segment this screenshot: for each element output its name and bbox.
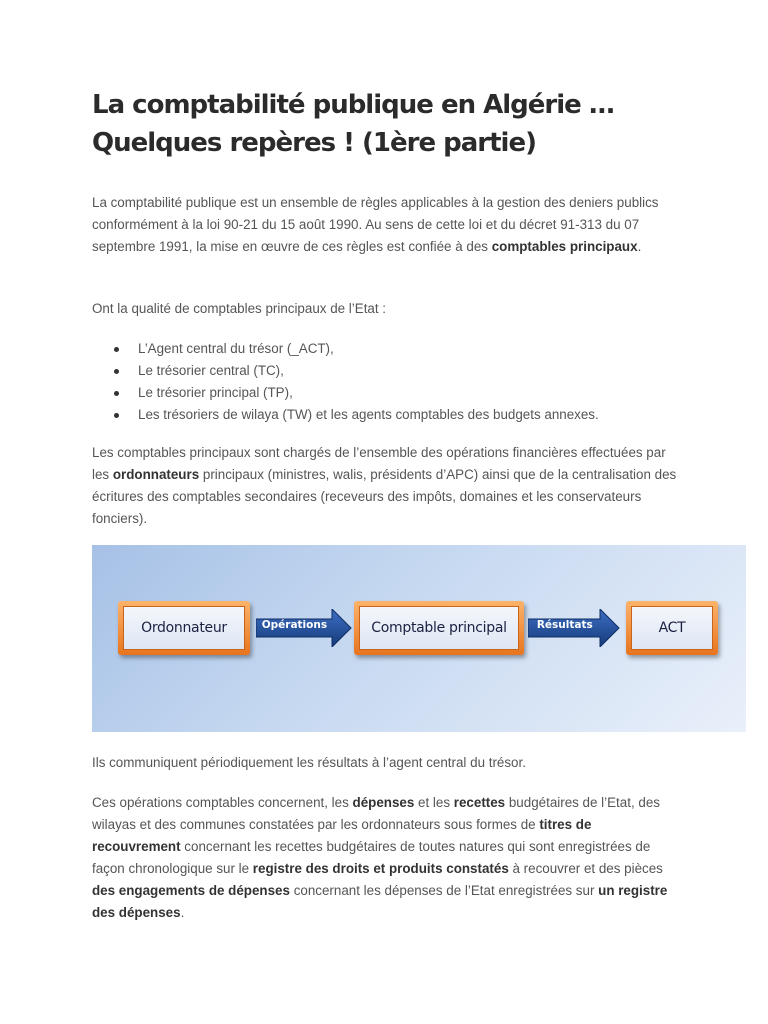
- intro-end: .: [637, 239, 642, 254]
- bullet-icon: [114, 391, 119, 396]
- ordonnateur-label: Ordonnateur: [123, 606, 245, 650]
- list-item: [92, 382, 682, 404]
- list-item: [92, 404, 682, 426]
- communiquent-text: Ils communiquent périodiquement les résultats à l’agent central du trésor.: [92, 755, 526, 770]
- ops-text: budgétaires de l’Etat, des wilayas et des communes constatées par les ordonnateurs sous formes de: [92, 795, 660, 832]
- operations-arrow: [256, 609, 352, 647]
- ops-text: concernant les recettes budgétaires de toutes natures qui sont enregistrées de façon chronologique sur le: [92, 839, 651, 876]
- list-item: [92, 338, 682, 360]
- operations-paragraph: [92, 792, 682, 924]
- ops-text: .: [180, 905, 185, 920]
- charges-paragraph: [92, 442, 682, 530]
- operations-label: Opérations: [261, 619, 328, 631]
- resultats-arrow: [528, 609, 620, 647]
- charges-bold: ordonnateurs: [112, 467, 200, 482]
- comptables-list: [92, 338, 682, 426]
- ops-bold-titres: titres de recouvrement: [92, 817, 592, 854]
- act-label: ACT: [631, 606, 713, 650]
- resultats-label: Résultats: [536, 619, 593, 631]
- ops-text: concernant les dépenses de l’Etat enregistrées sur: [289, 883, 599, 898]
- bullet-icon: [114, 347, 119, 352]
- list-item-text: Le trésorier central (TC),: [138, 363, 284, 378]
- communiquent-paragraph: [92, 752, 682, 774]
- qualite-paragraph: [92, 298, 682, 320]
- intro-text: La comptabilité publique est un ensemble de règles applicables à la gestion des deniers publics conformément à la loi 90-21 du 15 août 1990. Au sens de cette loi et du décret 91-313 du 07 septembre 1991, la mise en œuvre de ces règles est confiée à des: [92, 195, 659, 254]
- bullet-icon: [114, 369, 119, 374]
- ops-text: à recouvrer et des pièces: [508, 861, 663, 876]
- list-item-text: Les trésoriers de wilaya (TW) et les agents comptables des budgets annexes.: [138, 407, 599, 422]
- ops-bold-registre-depenses: un registre des dépenses: [92, 883, 668, 920]
- ops-bold-recettes: recettes: [453, 795, 506, 810]
- ops-bold-registre-droits: registre des droits et produits constatés: [252, 861, 509, 876]
- comptable-principal-label: Comptable principal: [359, 606, 519, 650]
- list-item: [92, 360, 682, 382]
- ops-bold-engagements: des engagements de dépenses: [92, 883, 290, 898]
- flow-diagram: [92, 545, 746, 732]
- comptable-principal-box: [354, 601, 524, 655]
- act-box: [626, 601, 718, 655]
- article-title: La comptabilité publique en Algérie … Quelques repères ! (1ère partie): [92, 90, 614, 158]
- ops-bold-depenses: dépenses: [352, 795, 415, 810]
- intro-bold: comptables principaux: [491, 239, 638, 254]
- ops-text: et les: [414, 795, 454, 810]
- intro-paragraph: [92, 192, 682, 258]
- ordonnateur-box: [118, 601, 250, 655]
- charges-text-c: principaux (ministres, walis, présidents d’APC) ainsi que de la centralisation des écritures des comptables secondaires (receveurs des impôts, domaines et les conservateurs fonciers).: [92, 467, 677, 526]
- list-item-text: Le trésorier principal (TP),: [138, 385, 293, 400]
- bullet-icon: [114, 413, 119, 418]
- qualite-text: Ont la qualité de comptables principaux de l’Etat :: [92, 301, 387, 316]
- charges-text-a: Les comptables principaux sont chargés de l’ensemble des opérations financières effectuées par les: [92, 445, 666, 482]
- list-item-text: L’Agent central du trésor (_ACT),: [138, 341, 334, 356]
- ops-text: Ces opérations comptables concernent, les: [92, 795, 353, 810]
